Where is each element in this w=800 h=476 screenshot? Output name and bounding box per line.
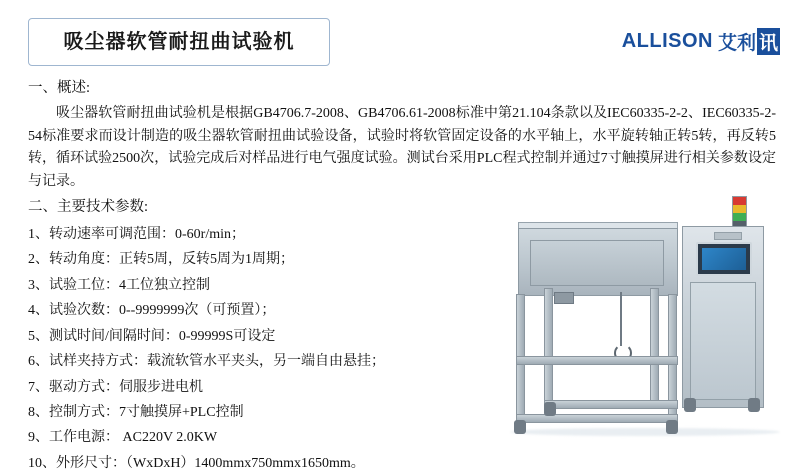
frame-rail-bottom-rear (544, 400, 678, 409)
frame-rail-bottom-front (516, 414, 678, 423)
frame-post-left-rear (544, 288, 553, 408)
list-item: 10、外形尺寸：（WxDxH）1400mmx750mmx1650mm。 (28, 455, 365, 471)
overview-heading: 一、概述: (28, 80, 91, 96)
list-item: 7、驱动方式：伺服步进电机 (28, 379, 203, 395)
cabinet-door (690, 282, 756, 400)
company-logo (622, 28, 780, 55)
list-item: 8、控制方式：7寸触摸屏+PLC控制 (28, 405, 244, 420)
frame-post-right-rear (650, 288, 659, 408)
list-item: 9、工作电源： AC220V 2.0KW (28, 430, 218, 446)
list-item: 3、试验工位：4工位独立控制 (28, 277, 210, 293)
list-item: 5、测试时间/间隔时间：0-99999S可设定 (28, 328, 276, 344)
signal-tower-lamp (732, 196, 747, 230)
hmi-screen[interactable] (702, 248, 746, 270)
page-title-box (28, 18, 330, 66)
list-item: 2、转动角度：正转5周，反转5周为1周期； (28, 252, 294, 268)
hose-clamp (554, 292, 574, 304)
machine-illustration (500, 196, 790, 446)
frame-rail-mid (516, 356, 678, 365)
floor-shadow (510, 428, 780, 436)
overview-paragraph: 吸尘器软管耐扭曲试验机是根据GB4706.7-2008、GB4706.61-2008标准中第21.104条款以及IEC60335-2-2、IEC60335-2-54标准要求而设计制造的吸尘器软管耐扭曲试验设备，试验时将软管固定设备的水平轴上，水平旋转轴正转5转，再反转5转，循环试验2500次，试验完成后对样品进行电气强度试验。测试台采用PLC程式控制并通过7寸触摸屏进行相关参数设定与记录。 (28, 106, 776, 190)
list-item: 4、试验次数：0--9999999次（可预置）； (28, 303, 276, 319)
logo-english-text: ALLISON (621, 30, 713, 52)
list-item: 6、试样夹持方式：载流软管水平夹头，另一端自由悬挂； (28, 354, 385, 370)
tower-lamp-red (733, 197, 746, 205)
hanging-hose (620, 292, 622, 346)
logo-chinese-part1: 艾利 (717, 33, 756, 54)
params-heading: 二、主要技术参数: (28, 198, 149, 215)
page-title: 吸尘器软管耐扭曲试验机 (63, 31, 295, 53)
nameplate (714, 232, 742, 240)
touchscreen-hmi (696, 242, 752, 276)
tower-lamp-yellow (733, 205, 746, 213)
caster-wheel (666, 420, 678, 434)
tower-lamp-green (733, 213, 746, 221)
list-item: 1、转动速率可调范围：0-60r/min； (28, 226, 245, 242)
caster-wheel (684, 398, 696, 412)
caster-wheel (748, 398, 760, 412)
logo-chinese-text (718, 28, 780, 55)
caster-wheel (544, 402, 556, 416)
logo-chinese-part2: 讯 (757, 28, 780, 55)
test-head-panel (530, 240, 664, 286)
caster-wheel (514, 420, 526, 434)
